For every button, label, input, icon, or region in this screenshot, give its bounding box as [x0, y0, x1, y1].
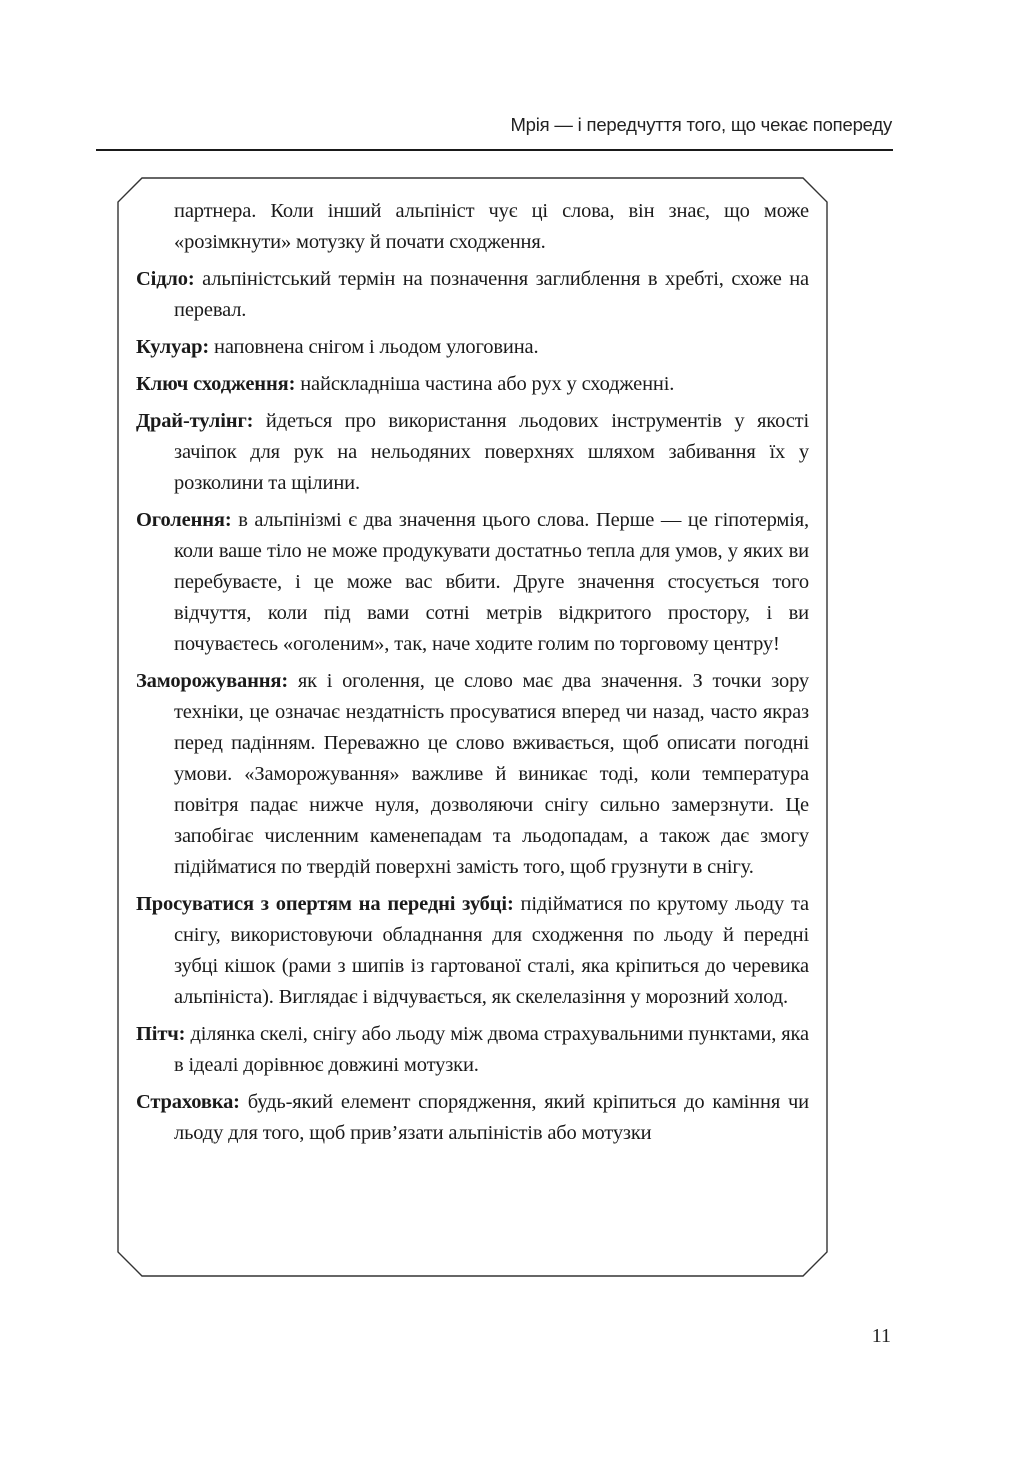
page-number: 11 [871, 1325, 891, 1347]
glossary-entry-kuluar [136, 332, 809, 363]
glossary-term: Оголення: [136, 509, 232, 531]
glossary-term: Пітч: [136, 1023, 186, 1045]
glossary-definition: в альпінізмі є два значення цього слова. Перше — це гіпотермія, коли ваше тіло не може продукувати достатньо тепла для умов, у яких ви перебуваєте, і це може вас вбити. Друге значення стосується того відчуття, коли під вами сотні метрів відкритого простору, і ви почуваєтесь «оголеним», так, наче ходите голим по торговому центру! [174, 509, 809, 655]
glossary-definition: як і оголення, це слово має два значення. З точки зору техніки, це означає нездатність просуватися вперед чи назад, часто якраз перед падінням. Переважно це слово вживається, щоб описати погодні умови. «Заморожування» важливе й виникає тоді, коли температура повітря падає нижче нуля, дозволяючи снігу сильно замерзнути. Це запобігає численним каменепадам та льодопадам, а також дає змогу підійматися по твердій поверхні замість того, щоб грузнути в снігу. [174, 670, 810, 878]
glossary-term: Кулуар: [136, 336, 210, 358]
glossary-definition: альпіністський термін на позначення заглиблення в хребті, схоже на перевал. [174, 268, 809, 321]
running-title: Мрія — і передчуття того, що чекає попереду [510, 114, 892, 135]
glossary-term: Сідло: [136, 268, 195, 290]
glossary-entry-strakhovka [136, 1087, 809, 1149]
glossary-continuation: партнера. Коли інший альпініст чує ці слова, він знає, що може «розімкнути» мотузку й почати сходження. [174, 200, 809, 253]
glossary-entry-sidlo [136, 264, 809, 326]
glossary-definition: ділянка скелі, снігу або льоду між двома страхувальними пунктами, яка в ідеалі дорівнює довжині мотузки. [174, 1023, 809, 1076]
glossary-definition: найскладніша частина або рух у сходженні. [300, 373, 675, 395]
glossary-term: Заморожування: [136, 670, 289, 692]
glossary-entry-oholennia [136, 505, 809, 660]
glossary-entry-kliuch [136, 369, 809, 400]
glossary-term: Просуватися з опертям на передні зубці: [136, 893, 514, 915]
glossary-entry-drai-tuling [136, 406, 809, 499]
glossary-term: Страховка: [136, 1091, 240, 1113]
glossary [136, 196, 809, 1155]
glossary-definition: підійматися по крутому льоду та снігу, використовуючи обладнання для сходження по льоду й передні зубці кішок (рами з шипів із гартованої сталі, яка кріпиться до черевика альпініста). Виглядає і відчувається, як скелелазіння у морозний холод. [174, 893, 809, 1008]
glossary-definition: будь-який елемент спорядження, який кріпиться до каміння чи льоду для того, щоб прив’язати альпіністів або мотузки [174, 1091, 809, 1144]
header-rule [96, 149, 893, 151]
glossary-term: Ключ сходження: [136, 373, 296, 395]
glossary-entry-front-pointing [136, 889, 809, 1013]
glossary-term: Драй-тулінг: [136, 410, 254, 432]
glossary-definition: наповнена снігом і льодом улоговина. [214, 336, 539, 358]
glossary-entry-pitch [136, 1019, 809, 1081]
glossary-entry-zamorozhuvannia [136, 666, 809, 883]
glossary-definition: йдеться про використання льодових інструментів у якості зачіпок для рук на нельодяних поверхнях шляхом забивання їх у розколини та щілини. [174, 410, 809, 494]
